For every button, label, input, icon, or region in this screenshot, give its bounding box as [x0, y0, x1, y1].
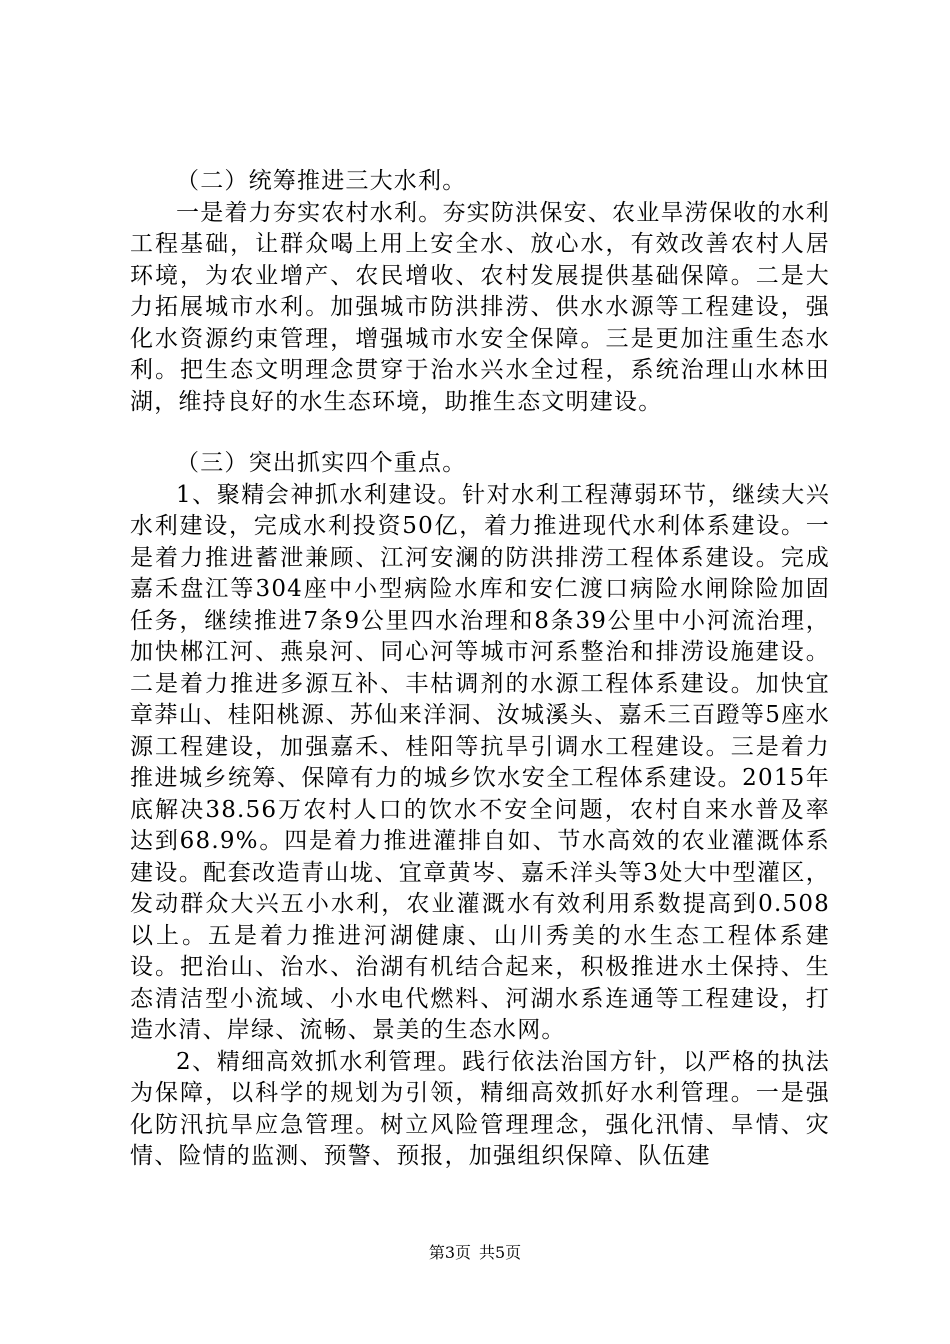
- page-number-total: 共5页: [479, 1243, 522, 1262]
- document-body: [130, 166, 830, 1173]
- section-heading-2: （二）统筹推进三大水利。: [176, 168, 467, 194]
- section-paragraph-3-1: 1、聚精会神抓水利建设。针对水利工程薄弱环节，继续大兴水利建设，完成水利投资50亿，着力推进现代水利体系建设。一是着力推进蓄泄兼顾、江河安澜的防洪排涝工程体系建设。完成嘉禾盘江等304座中小型病险水库和安仁渡口病险水闸除险加固任务，继续推进7条9公里四水治理和8条39公里中小河流治理，加快郴江河、燕泉河、同心河等城市河系整治和排涝设施建设。二是着力推进多源互补、丰枯调剂的水源工程体系建设。加快宜章莽山、桂阳桃源、苏仙来洋洞、汝城溪头、嘉禾三百蹬等5座水源工程建设，加强嘉禾、桂阳等抗旱引调水工程建设。三是着力推进城乡统筹、保障有力的城乡饮水安全工程体系建设。2015年底解决38.56万农村人口的饮水不安全问题，农村自来水普及率达到68.9%。四是着力推进灌排自如、节水高效的农业灌溉体系建设。配套改造青山垅、宜章黄岑、嘉禾洋头等3处大中型灌区，发动群众大兴五小水利，农业灌溉水有效利用系数提高到0.508以上。五是着力推进河湖健康、山川秀美的水生态工程体系建设。把治山、治水、治湖有机结合起来，积极推进水土保持、生态清洁型小流域、小水电代燃料、河湖水系连通等工程建设，打造水清、岸绿、流畅、景美的生态水网。: [130, 481, 830, 1043]
- paragraph-gap: [130, 418, 830, 448]
- section-heading-3: （三）突出抓实四个重点。: [176, 450, 467, 476]
- page-number-current: 第3页: [428, 1243, 471, 1262]
- page-footer: [0, 1243, 950, 1263]
- section-paragraph-2: 一是着力夯实农村水利。夯实防洪保安、农业旱涝保收的水利工程基础，让群众喝上用上安全水、放心水，有效改善农村人居环境，为农业增产、农民增收、农村发展提供基础保障。二是大力拓展城市水利。加强城市防洪排涝、供水水源等工程建设，强化水资源约束管理，增强城市水安全保障。三是更加注重生态水利。把生态文明理念贯穿于治水兴水全过程，系统治理山水林田湖，维持良好的水生态环境，助推生态文明建设。: [130, 199, 830, 415]
- section-paragraph-3-2: 2、精细高效抓水利管理。践行依法治国方针，以严格的执法为保障，以科学的规划为引领，精细高效抓好水利管理。一是强化防汛抗旱应急管理。树立风险管理理念，强化汛情、旱情、灾情、险情的监测、预警、预报，加强组织保障、队伍建: [130, 1048, 830, 1169]
